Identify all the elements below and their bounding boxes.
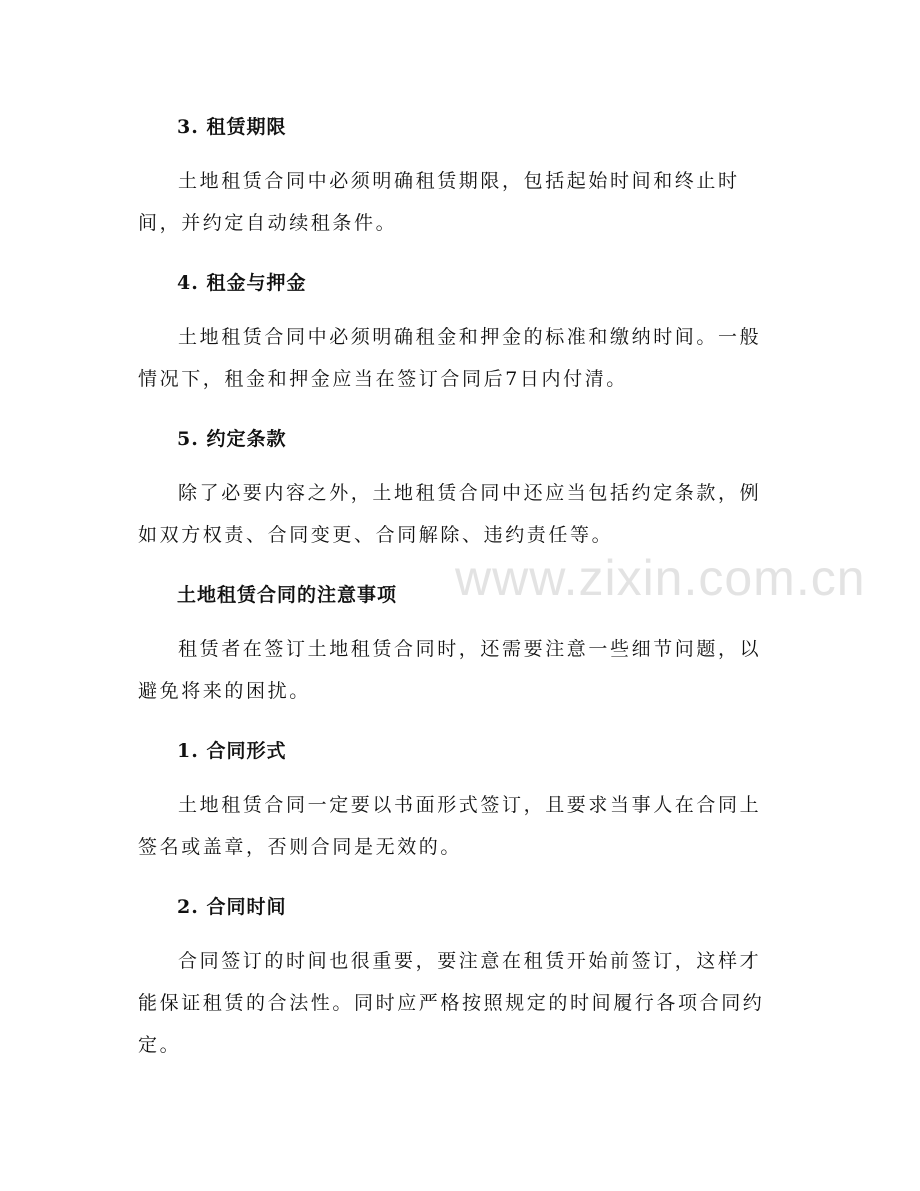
section-heading-precautions: 土地租赁合同的注意事项	[177, 584, 398, 606]
section-heading-agreed-terms: 5. 约定条款	[177, 428, 287, 450]
watermark: www.zixin.com.cn	[455, 550, 866, 606]
section-body-precautions: 租赁者在签订土地租赁合同时，还需要注意一些细节问题，以避免将来的困扰。	[138, 638, 762, 702]
section-body-lease-term: 土地租赁合同中必须明确租赁期限，包括起始时间和终止时间，并约定自动续租条件。	[138, 170, 740, 234]
section-heading-contract-form: 1. 合同形式	[177, 740, 287, 762]
section-heading-contract-time: 2. 合同时间	[177, 896, 287, 918]
section-body-contract-time: 合同签订的时间也很重要，要注意在租赁开始前签订，这样才能保证租赁的合法性。同时应严格按照规定的时间履行各项合同约定。	[138, 950, 765, 1056]
section-body-contract-form: 土地租赁合同一定要以书面形式签订，且要求当事人在合同上签名或盖章，否则合同是无效的。	[138, 794, 762, 858]
section-heading-rent-deposit: 4. 租金与押金	[177, 272, 307, 294]
section-body-rent-deposit: 土地租赁合同中必须明确租金和押金的标准和缴纳时间。一般情况下，租金和押金应当在签订合同后7日内付清。	[138, 326, 762, 390]
section-heading-lease-term: 3. 租赁期限	[177, 116, 287, 138]
section-body-agreed-terms: 除了必要内容之外，土地租赁合同中还应当包括约定条款，例如双方权责、合同变更、合同解除、违约责任等。	[138, 482, 762, 546]
